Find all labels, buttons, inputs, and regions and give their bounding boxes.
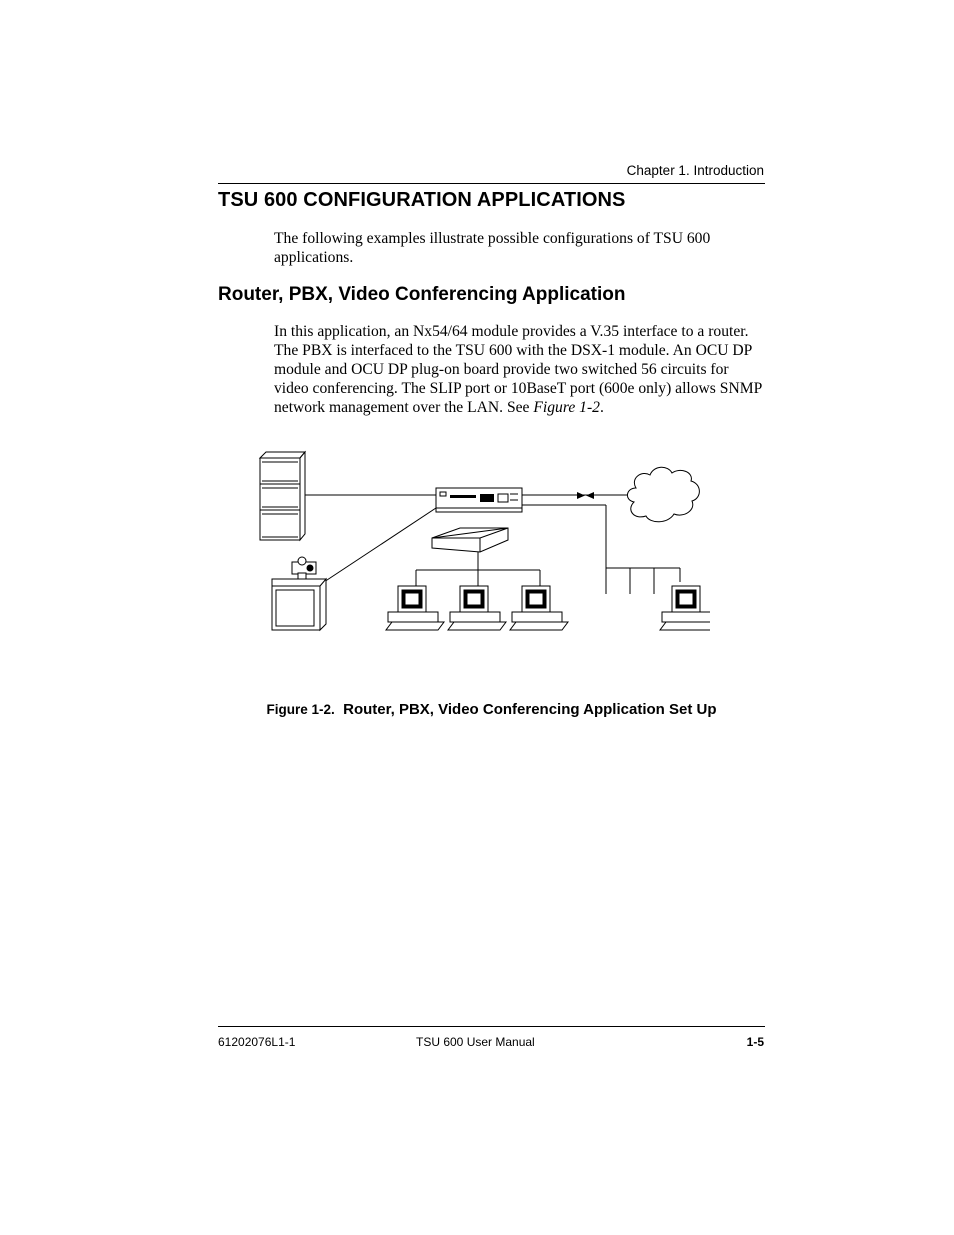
network-cloud-icon <box>627 467 699 522</box>
workstation-3 <box>510 586 568 630</box>
router <box>432 528 508 552</box>
tsu-600-unit <box>436 488 522 512</box>
section-title: TSU 600 CONFIGURATION APPLICATIONS <box>218 189 626 211</box>
video-camera-icon <box>292 557 316 579</box>
intro-paragraph: The following examples illustrate possible configurations of TSU 600 applications. <box>274 230 711 266</box>
connector-icon <box>577 492 585 499</box>
caption-lead: Figure 1-2. <box>266 702 335 717</box>
pbx-cabinet <box>260 452 305 540</box>
header-rule <box>218 183 765 184</box>
body-end: . <box>599 399 604 416</box>
body-paragraph <box>274 322 766 417</box>
workstation-2 <box>448 586 506 630</box>
video-link <box>324 508 436 582</box>
footer-doc-number: 61202076L1-1 <box>218 1035 296 1049</box>
footer-page-number: 1-5 <box>746 1035 764 1049</box>
footer-manual-title: TSU 600 User Manual <box>416 1035 535 1049</box>
caption-text: Router, PBX, Video Conferencing Application Set Up <box>343 701 717 718</box>
figure-caption <box>218 701 765 718</box>
footer-rule <box>218 1026 765 1027</box>
body-text: In this application, an Nx54/64 module provides a V.35 interface to a router. The PBX is interfaced to the TSU 600 with the DSX-1 module. An OCU DP module and OCU DP plug-on board provide two switched 56 circuits for video conferencing. The SLIP port or 10BaseT port (600e only) allows SNMP network management over the LAN. See <box>274 323 762 416</box>
workstation-4 <box>660 586 710 630</box>
subsection-title: Router, PBX, Video Conferencing Application <box>218 284 626 305</box>
figure-reference[interactable]: Figure 1-2 <box>533 399 600 416</box>
network-diagram <box>250 448 710 638</box>
running-head: Chapter 1. Introduction <box>626 163 764 178</box>
video-monitor <box>272 579 326 630</box>
workstation-1 <box>386 586 444 630</box>
